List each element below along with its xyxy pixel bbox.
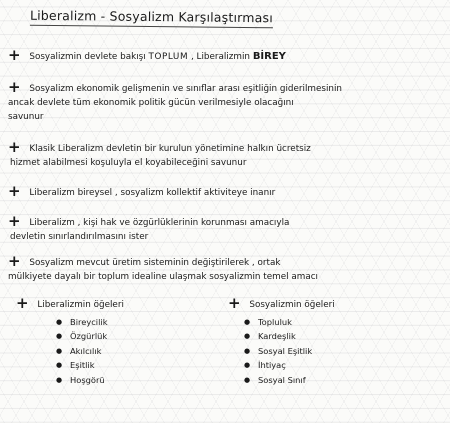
list-item: ● Topluluk xyxy=(244,315,335,329)
point-line xyxy=(8,96,342,110)
point-2-line-2: ancak devlete tüm ekonomik politik gücün verilmesiyle olacağını xyxy=(8,98,294,108)
point-2 xyxy=(8,80,342,124)
point-line xyxy=(8,48,286,64)
liberalism-elements-title-text: Liberalizmin öğeleri xyxy=(37,300,124,310)
page-title-text: Liberalizm - Sosyalizm Karşılaştırması xyxy=(29,7,274,26)
point-3-line-2: hizmet alabilmesi koşuluyla el koyabileceğini savunur xyxy=(10,158,247,168)
point-6-line-1: Sosyalizm mevcut üretim sisteminin değiştirilerek , ortak xyxy=(29,258,281,268)
point-5-line-2: devletin sınırlandırılmasını ister xyxy=(10,232,149,242)
socialism-elements-title xyxy=(228,296,335,312)
plus-icon: + xyxy=(16,294,29,312)
point-6 xyxy=(8,254,318,284)
point-5-line-1: Liberalizm , kişi hak ve özgürlüklerinin korunması amacıyla xyxy=(29,218,290,228)
socialism-elements xyxy=(228,296,335,387)
point-line xyxy=(8,184,275,200)
list-item: ● Hoşgörü xyxy=(56,373,124,387)
list-item: ● Sosyal Sınıf xyxy=(244,373,335,387)
point-1-line-1-part-4: BİREY xyxy=(252,51,286,62)
list-item: ● Sosyal Eşitlik xyxy=(244,344,335,358)
list-item: ● Kardeşlik xyxy=(244,329,335,343)
title-underline xyxy=(30,25,273,29)
plus-icon: + xyxy=(8,182,21,200)
list-item: ● İhtiyaç xyxy=(244,358,335,372)
point-line xyxy=(8,140,311,156)
point-1-line-1-part-1: Sosyalizmin devlete bakışı xyxy=(29,52,149,62)
point-3 xyxy=(8,140,311,170)
liberalism-elements xyxy=(16,296,124,387)
plus-icon: + xyxy=(8,252,21,270)
socialism-elements-title-text: Sosyalizmin öğeleri xyxy=(249,300,335,310)
point-1-line-1-part-2: TOPLUM xyxy=(148,52,189,62)
point-5 xyxy=(8,214,289,244)
socialism-elements-list xyxy=(244,315,335,387)
point-line xyxy=(8,270,318,284)
point-3-line-1: Klasik Liberalizm devletin bir kurulun yönetimine halkın ücretsiz xyxy=(29,144,311,154)
liberalism-elements-list xyxy=(56,315,124,387)
plus-icon: + xyxy=(8,138,21,156)
point-line xyxy=(8,80,342,96)
point-4-line-1: Liberalizm bireysel , sosyalizm kollektif aktiviteye inanır xyxy=(29,188,276,198)
point-line xyxy=(8,110,342,124)
list-item: ● Özgürlük xyxy=(56,329,124,343)
point-line xyxy=(8,254,318,270)
point-4 xyxy=(8,184,275,200)
liberalism-elements-title xyxy=(16,296,124,312)
plus-icon: + xyxy=(8,46,21,64)
list-item: ● Eşitlik xyxy=(56,358,124,372)
list-item: ● Akılcılık xyxy=(56,344,124,358)
list-item: ● Bireycilik xyxy=(56,315,124,329)
point-1 xyxy=(8,48,286,64)
point-line xyxy=(10,230,289,244)
page-title xyxy=(30,8,273,26)
point-line xyxy=(8,214,289,230)
point-1-line-1-part-3: , Liberalizmin xyxy=(190,52,253,62)
plus-icon: + xyxy=(228,294,241,312)
point-6-line-2: mülkiyete dayalı bir toplum idealine ulaşmak sosyalizmin temel amacı xyxy=(8,272,318,282)
plus-icon: + xyxy=(8,78,21,96)
point-2-line-1: Sosyalizm ekonomik gelişmenin ve sınıflar arası eşitliğin giderilmesinin xyxy=(29,84,343,94)
point-line xyxy=(10,156,311,170)
point-2-line-3: savunur xyxy=(8,112,44,122)
plus-icon: + xyxy=(8,212,21,230)
